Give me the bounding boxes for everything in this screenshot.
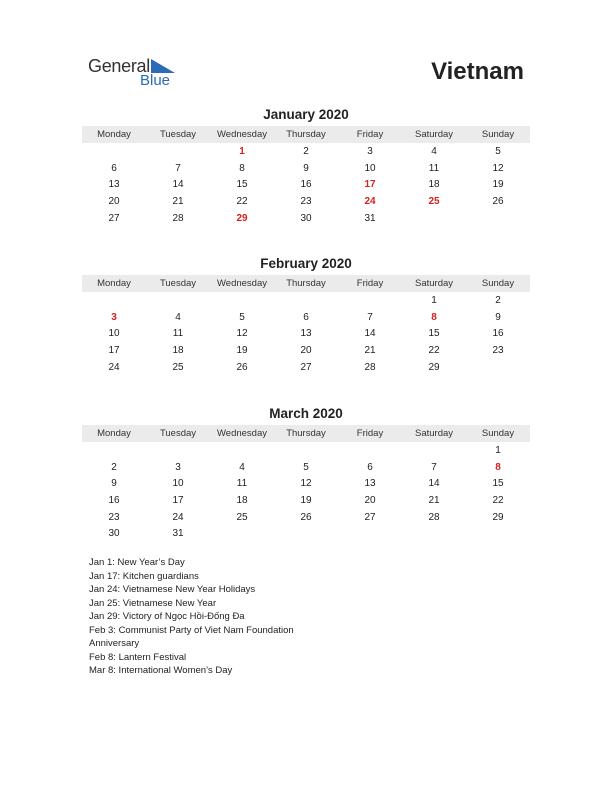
day-cell: 3 <box>367 145 373 157</box>
week-row <box>82 143 530 160</box>
day-cell: 29 <box>236 212 248 224</box>
weekday-label: Monday <box>97 129 131 140</box>
day-cell: 18 <box>172 344 184 356</box>
day-cell: 15 <box>428 328 440 340</box>
day-cell: 4 <box>175 311 181 323</box>
weekday-header <box>82 126 530 143</box>
day-cell: 21 <box>428 494 440 506</box>
day-cell: 22 <box>492 494 504 506</box>
week-row <box>82 509 530 526</box>
day-cell: 13 <box>300 328 312 340</box>
weekday-label: Friday <box>356 278 384 289</box>
logo-triangle-icon <box>151 59 175 73</box>
holiday-note: Mar 8: International Women’s Day <box>89 665 233 676</box>
month-title: February 2020 <box>260 256 352 271</box>
day-cell: 27 <box>108 212 120 224</box>
day-cell: 27 <box>364 511 376 523</box>
day-cell: 11 <box>236 478 248 490</box>
generalblue-logo <box>88 56 188 92</box>
day-cell: 27 <box>300 361 312 373</box>
day-cell: 20 <box>364 494 376 506</box>
day-cell: 2 <box>303 145 309 157</box>
week-row <box>82 210 530 227</box>
day-cell: 24 <box>364 195 376 207</box>
day-cell: 19 <box>300 494 312 506</box>
logo-text-blue: Blue <box>140 72 171 89</box>
day-cell: 4 <box>239 461 245 473</box>
weekday-label: Wednesday <box>217 129 267 140</box>
day-cell: 18 <box>428 179 440 191</box>
holiday-note: Jan 1: New Year’s Day <box>89 557 185 568</box>
day-cell: 10 <box>108 328 120 340</box>
weekday-label: Saturday <box>414 129 454 140</box>
week-row <box>82 160 530 177</box>
day-cell: 7 <box>431 461 437 473</box>
logo-text-general: General <box>88 56 150 76</box>
country-title: Vietnam <box>431 58 524 85</box>
day-cell: 7 <box>175 162 181 174</box>
day-cell: 14 <box>172 179 184 191</box>
day-cell: 22 <box>428 344 440 356</box>
day-cell: 10 <box>172 478 184 490</box>
weekday-label: Friday <box>356 129 384 140</box>
week-row <box>82 325 530 342</box>
day-cell: 21 <box>172 195 184 207</box>
week-row <box>82 176 530 193</box>
holiday-note: Jan 17: Kitchen guardians <box>89 570 199 582</box>
week-row <box>82 359 530 376</box>
day-cell: 18 <box>236 494 248 506</box>
week-row <box>82 475 530 492</box>
day-cell: 23 <box>300 195 312 207</box>
day-cell: 5 <box>239 311 245 323</box>
day-cell: 25 <box>236 511 248 523</box>
day-cell: 29 <box>492 511 504 523</box>
week-row <box>82 342 530 359</box>
day-cell: 15 <box>492 478 504 490</box>
day-cell: 13 <box>364 478 376 490</box>
day-cell: 30 <box>108 528 120 540</box>
day-cell: 31 <box>172 528 184 540</box>
day-cell: 16 <box>300 179 312 191</box>
day-cell: 9 <box>495 311 501 323</box>
weekday-label: Sunday <box>481 129 515 140</box>
weekday-label: Thursday <box>286 278 326 289</box>
holiday-note: Jan 24: Vietnamese New Year Holidays <box>89 584 256 595</box>
day-cell: 17 <box>172 494 184 506</box>
day-cell: 25 <box>172 361 184 373</box>
day-cell: 28 <box>364 361 376 373</box>
day-cell: 5 <box>495 145 501 157</box>
day-cell: 3 <box>175 461 181 473</box>
weekday-label: Sunday <box>481 278 515 289</box>
day-cell: 14 <box>428 478 440 490</box>
day-cell: 29 <box>428 361 440 373</box>
day-cell: 8 <box>239 162 245 174</box>
day-cell: 25 <box>428 195 440 207</box>
day-cell: 20 <box>300 344 312 356</box>
holiday-note: Feb 3: Communist Party of Viet Nam Foundation <box>89 624 294 636</box>
day-cell: 3 <box>111 311 117 323</box>
weekday-label: Monday <box>97 428 131 439</box>
day-cell: 24 <box>172 511 184 523</box>
weekday-label: Sunday <box>481 428 515 439</box>
weekday-label: Saturday <box>414 428 454 439</box>
day-cell: 23 <box>108 511 120 523</box>
weekday-label: Thursday <box>286 129 326 140</box>
day-cell: 28 <box>172 212 184 224</box>
weekday-label: Friday <box>356 428 384 439</box>
day-cell: 6 <box>111 162 117 174</box>
day-cell: 26 <box>300 511 312 523</box>
day-cell: 8 <box>431 311 437 323</box>
day-cell: 24 <box>108 361 120 373</box>
day-cell: 4 <box>431 145 437 157</box>
day-cell: 19 <box>236 344 248 356</box>
month-title: March 2020 <box>269 406 343 421</box>
day-cell: 26 <box>236 361 248 373</box>
month-january <box>82 106 530 226</box>
weekday-header <box>82 275 530 292</box>
week-row <box>82 193 530 210</box>
day-cell: 26 <box>492 195 504 207</box>
day-cell: 28 <box>428 511 440 523</box>
day-cell: 1 <box>431 294 437 306</box>
day-cell: 8 <box>495 461 501 473</box>
holiday-note: Jan 25: Vietnamese New Year <box>89 597 217 609</box>
day-cell: 12 <box>236 328 248 340</box>
day-cell: 30 <box>300 212 312 224</box>
day-cell: 15 <box>236 179 248 191</box>
weekday-label: Tuesday <box>159 278 197 289</box>
day-cell: 2 <box>111 461 117 473</box>
weekday-label: Tuesday <box>159 129 197 140</box>
weekday-header <box>82 425 530 442</box>
day-cell: 17 <box>364 179 376 191</box>
day-cell: 2 <box>495 294 501 306</box>
day-cell: 20 <box>108 195 120 207</box>
day-cell: 19 <box>492 179 504 191</box>
week-row <box>82 442 530 459</box>
day-cell: 1 <box>239 145 245 157</box>
day-cell: 9 <box>303 162 309 174</box>
day-cell: 17 <box>108 344 120 356</box>
week-row <box>82 309 530 326</box>
month-march <box>82 405 530 542</box>
day-cell: 6 <box>367 461 373 473</box>
day-cell: 31 <box>364 212 376 224</box>
day-cell: 11 <box>428 162 440 174</box>
week-row <box>82 525 530 542</box>
weekday-label: Saturday <box>414 278 454 289</box>
holiday-note: Jan 29: Victory of Ngọc Hồi-Đống Đa <box>89 611 245 622</box>
day-cell: 21 <box>364 344 376 356</box>
holiday-notes <box>89 556 294 678</box>
holiday-note: Anniversary <box>89 638 140 649</box>
day-cell: 23 <box>492 344 504 356</box>
day-cell: 10 <box>364 162 376 174</box>
day-cell: 5 <box>303 461 309 473</box>
day-cell: 14 <box>364 328 376 340</box>
day-cell: 13 <box>108 179 120 191</box>
week-row <box>82 292 530 309</box>
day-cell: 12 <box>492 162 504 174</box>
holiday-note: Feb 8: Lantern Festival <box>89 651 187 663</box>
day-cell: 22 <box>236 195 248 207</box>
weekday-label: Thursday <box>286 428 326 439</box>
weekday-label: Monday <box>97 278 131 289</box>
weekday-label: Wednesday <box>217 428 267 439</box>
week-row <box>82 459 530 476</box>
day-cell: 16 <box>492 328 504 340</box>
day-cell: 9 <box>111 478 117 490</box>
day-cell: 6 <box>303 311 309 323</box>
weekday-label: Tuesday <box>159 428 197 439</box>
day-cell: 16 <box>108 494 120 506</box>
week-row <box>82 492 530 509</box>
day-cell: 12 <box>300 478 312 490</box>
day-cell: 11 <box>172 328 184 340</box>
day-cell: 7 <box>367 311 373 323</box>
day-cell: 1 <box>495 444 501 456</box>
month-february <box>82 255 530 375</box>
weekday-label: Wednesday <box>217 278 267 289</box>
month-title: January 2020 <box>263 107 349 122</box>
